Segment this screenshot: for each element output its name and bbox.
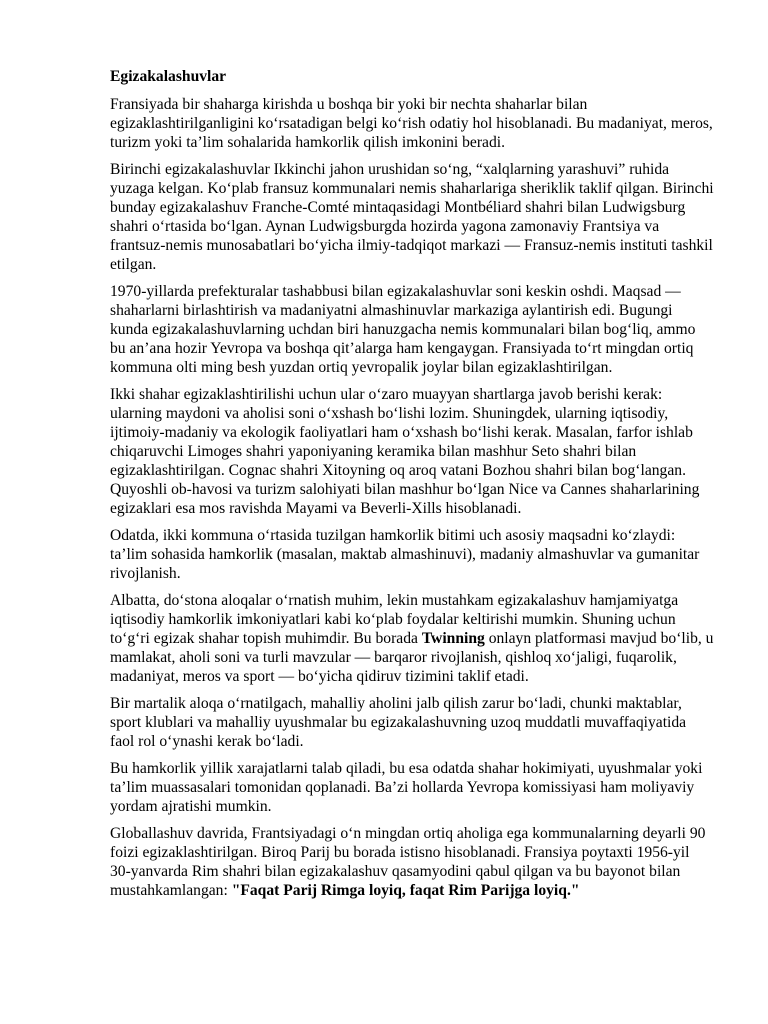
- paragraph-goals: Odatda, ikki kommuna oʻrtasida tuzilgan hamkorlik bitimi uch asosiy maqsadni koʻzlaydi: taʼlim sohasida hamkorlik (masalan, maktab almashinuvi), madaniy almashuvlar va gumanitar rivojlanish.: [110, 527, 700, 582]
- paragraph-funding: Bu hamkorlik yillik xarajatlarni talab qiladi, bu esa odatda shahar hokimiyati, uyushmalar yoki taʼlim muassasalari tomonidan qoplanadi. Baʼzi hollarda Yevropa komissiyasi ham moliyaviy yordam ajratishi mumkin.: [110, 760, 703, 815]
- twinning-platform-name: Twinning: [421, 630, 485, 647]
- paragraph-conditions: Ikki shahar egizaklashtirilishi uchun ular oʻzaro muayyan shartlarga javob berishi kerak: ularning maydoni va aholisi soni oʻxshash boʻlishi lozim. Shuningdek, ularning iqtisodiy, ijtimoiy-madaniy va ekologik faoliyatlari ham oʻxshash boʻlishi kerak. Masalan, farfor ishlab chiqaruvchi Limoges shahri yaponiyaning keramika bilan mashhur Seto shahri bilan egizaklashtirilgan. Cognac shahri Xitoyning oq aroq vatani Bozhou shahri bilan bogʻlangan. Quyoshli ob-havosi va turizm salohiyati bilan mashhur boʻlgan Nice va Cannes shaharlarining egizaklari esa mos ravishda Mayami va Beverli-Xills hisoblanadi.: [110, 386, 700, 517]
- paragraph-history: Birinchi egizakalashuvlar Ikkinchi jahon urushidan soʻng, “xalqlarning yarashuvi” ruhida yuzaga kelgan. Koʻplab fransuz kommunalari nemis shaharlariga sheriklik taklif qilgan. Birinchi bunday egizakalashuv Franche-Comté mintaqasidagi Montbéliard shahri bilan Ludwigsburg shahri oʻrtasida boʻlgan. Aynan Ludwigsburgda hozirda yagona zamonaviy Frantsiya va frantsuz-nemis munosabatlari boʻyicha ilmiy-tadqiqot markazi — Fransuz-nemis instituti tashkil etilgan.: [110, 161, 714, 273]
- paris-rome-quote: "Faqat Parij Rimga loyiq, faqat Rim Parijga loyiq.": [231, 882, 580, 899]
- paragraph-intro: Fransiyada bir shaharga kirishda u boshqa bir yoki bir nechta shaharlar bilan egizaklashtirilganligini koʻrsatadigan belgi koʻrish odatiy hol hisoblanadi. Bu madaniyat, meros, turizm yoki taʼlim sohalarida hamkorlik qilish imkonini beradi.: [110, 96, 713, 151]
- paragraph-paris-rome: [110, 824, 714, 900]
- paragraph-twinning-text-before: Albatta, doʻstona aloqalar oʻrnatish muhim, lekin mustahkam egizakalashuv hamjamiyatga iqtisodiy hamkorlik imkoniyatlari kabi koʻplab foydalar keltirishi mumkin. Shuning uchun toʻgʻri egizak shahar topish muhimdir. Bu borada: [110, 592, 679, 647]
- paragraph-local-engagement: Bir martalik aloqa oʻrnatilgach, mahalliy aholini jalb qilish zarur boʻladi, chunki maktablar, sport klublari va mahalliy uyushmalar bu egizakalashuvning uzoq muddatli muvaffaqiyatida faol rol oʻynashi kerak boʻladi.: [110, 695, 687, 750]
- paragraph-1970s: 1970-yillarda prefekturalar tashabbusi bilan egizakalashuvlar soni keskin oshdi. Maqsad — shaharlarni birlashtirish va madaniyatni almashinuvlar markaziga aylantirish edi. Bugungi kunda egizakalashuvlarning uchdan biri hanuzgacha nemis kommunalari bilan bogʻliq, ammo bu anʼana hozir Yevropa va boshqa qitʼalarga ham kengaygan. Fransiyada toʻrt mingdan ortiq kommuna olti ming besh yuzdan ortiq yevropalik joylar bilan egizaklashtirilgan.: [110, 283, 696, 376]
- paragraph-twinning-text-after: onlayn platformasi mavjud boʻlib, u mamlakat, aholi soni va turli mavzular — barqaror rivojlanish, qishloq xoʻjaligi, fuqarolik, madaniyat, meros va sport — boʻyicha qidiruv tizimini taklif etadi.: [110, 630, 714, 685]
- paragraph-twinning: [110, 591, 714, 686]
- document-body: [110, 67, 714, 908]
- document-title: Egizakalashuvlar: [110, 68, 227, 85]
- paragraph-paris-rome-text: Globallashuv davrida, Frantsiyadagi oʻn mingdan ortiq aholiga ega kommunalarning deyarli 90 foizi egizaklashtirilgan. Biroq Parij bu borada istisno hisoblanadi. Fransiya poytaxti 1956-yil 30-yanvarda Rim shahri bilan egizakalashuv qasamyodini qabul qilgan va bu bayonot bilan mustahkamlangan:: [110, 825, 706, 899]
